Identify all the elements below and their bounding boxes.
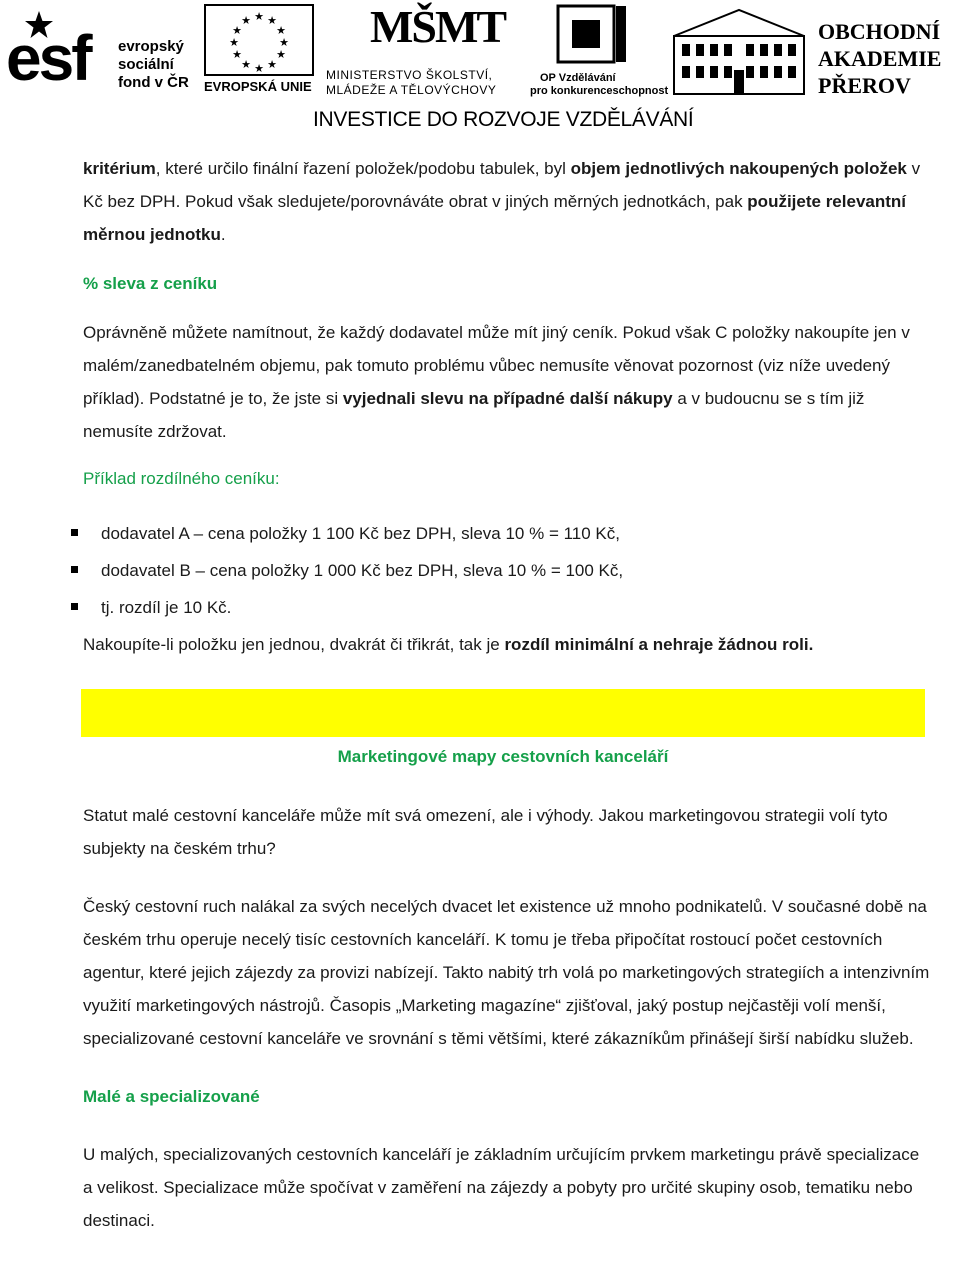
bold-text: rozdíl minimální a nehraje žádnou roli. [504,635,814,654]
text: Oprávněně můžete namítnout, že každý dodavatel může mít jiný ceník. Pokud však C položky nakoupíte jen v malém/zanedbatelném objemu, pak tomuto problému vůbec nemusíte věnovat pozornost (viz níže uvedený příklad). Podstatné je to, že jste si [83,323,910,408]
svg-text:★: ★ [254,62,264,74]
section-title: Marketingové mapy cestovních kanceláří [337,747,669,766]
svg-text:★: ★ [276,48,286,61]
paragraph-conclusion [83,628,933,661]
esf-mark: esf [6,22,90,94]
list-item: dodavatel B – cena položky 1 000 Kč bez DPH, sleva 10 % = 100 Kč, [83,552,933,589]
page-header [0,0,960,135]
school-name-line: OBCHODNÍ [818,19,941,44]
op-line: pro konkurenceschopnost [530,85,669,97]
svg-text:★: ★ [232,24,242,37]
heading-sleva [83,267,933,300]
msmt-mark: MŠMT [370,1,506,52]
svg-text:★: ★ [276,24,286,37]
text: , které určilo finální řazení položek/podobu tabulek, byl [155,159,571,178]
bold-text: objem jednotlivých nakoupených položek [570,159,907,178]
eu-label: EVROPSKÁ UNIE [204,79,312,94]
paragraph-specialized: U malých, specializovaných cestovních kanceláří je základním určujícím prvkem marketingu právě specializace a velikost. Specializace může spočívat v zaměření na zájezdy a pobyty pro určité skupiny osob, tematiku nebo destinaci. [83,1145,920,1230]
school-name [818,18,941,99]
text: . [220,225,226,244]
svg-text:★: ★ [254,10,264,23]
bullet-list [83,515,933,626]
svg-text:★: ★ [229,36,239,49]
esf-line: fond v ČR [118,74,189,91]
esf-logo [6,8,196,98]
svg-text:★: ★ [267,14,277,27]
school-building-icon [664,6,814,96]
example-heading [83,462,933,495]
msmt-line: MLÁDEŽE A TĚLOVÝCHOVY [326,83,497,97]
msmt-line: MINISTERSTVO ŠKOLSTVÍ, [326,68,493,82]
list-item: dodavatel A – cena položky 1 100 Kč bez DPH, sleva 10 % = 110 Kč, [83,515,933,552]
document-body-second [83,799,933,1237]
esf-line: evropský [118,38,184,55]
eu-logo [204,4,316,96]
bold-text: vyjednali slevu na případné další nákupy [342,389,673,408]
text: a v budoucnu se s tím již nemusíte zdržovat. [83,389,865,441]
esf-text [118,38,189,92]
list-item: tj. rozdíl je 10 Kč. [83,589,933,626]
op-mark-icon [556,4,628,66]
heading-text: Malé a specializované [83,1087,260,1106]
text: v Kč bez DPH. Pokud však sledujete/porovnáváte obrat v jiných měrných jednotkách, pak [83,159,921,211]
text: Nakoupíte-li položku jen jednou, dvakrát či třikrát, tak je [83,635,505,654]
tagline: INVESTICE DO ROZVOJE VZDĚLÁVÁNÍ [313,108,694,131]
document-body [83,152,933,661]
svg-text:★: ★ [279,36,289,49]
msmt-logo [326,1,526,97]
svg-text:★: ★ [241,14,251,27]
op-line: OP Vzdělávání [540,72,616,84]
heading-text: Příklad rozdílného ceníku: [83,469,280,488]
eu-flag-icon [204,4,314,76]
school-name-line: PŘEROV [818,73,911,98]
svg-text:★: ★ [241,58,251,71]
paragraph-statute: Statut malé cestovní kanceláře může mít svá omezení, ale i výhody. Jakou marketingovou strategii volí tyto subjekty na českém trhu? [83,806,888,858]
highlight-bar [81,689,925,737]
paragraph-criterion [83,152,933,251]
esf-line: sociální [118,56,174,73]
paragraph-tourism: Český cestovní ruch nalákal za svých necelých dvacet let existence už mnoho podnikatelů. V současné době na českém trhu operuje necelý tisíc cestovních kanceláří. K tomu je třeba připočítat rostoucí počet cestovních agentur, které jejich zájezdy za provizi nabízejí. Takto nabitý trh volá po marketingových strategiích a intenzivním využití marketingových nástrojů. Časopis „Marketing magazíne“ zjišťoval, jaký postup nejčastěji volí menší, specializované cestovní kanceláře ve srovnání s těmi většími, které zákazníkům přinášejí širší nabídku služeb. [83,897,930,1048]
svg-text:★: ★ [267,58,277,71]
op-logo [530,4,669,97]
heading-text: % sleva z ceníku [83,274,218,293]
svg-text:★: ★ [232,48,242,61]
bold-text: kritérium [83,159,156,178]
paragraph-pricelist [83,316,933,448]
bold-text: použijete relevantní měrnou jednotku [83,192,906,244]
heading-male [83,1080,933,1113]
school-name-line: AKADEMIE [818,46,942,71]
